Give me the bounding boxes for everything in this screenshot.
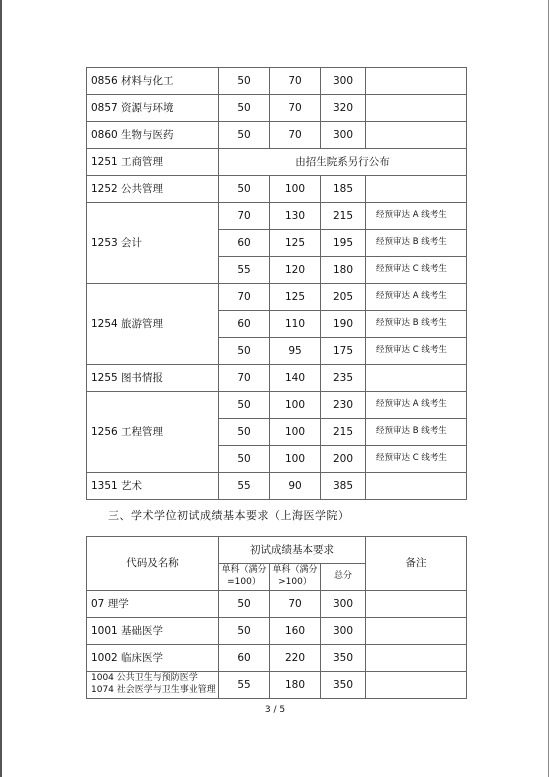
note: 经预审达 B 线考生 [366,311,467,338]
single-subject-over-100: 160 [270,618,321,645]
single-subject-over-100: 130 [270,203,321,230]
note [366,95,467,122]
total-score: 235 [321,365,366,392]
total-score: 300 [321,618,366,645]
table-header-row [87,537,467,564]
table-row [87,203,467,230]
single-subject-over-100: 110 [270,311,321,338]
program-name: 0860 生物与医药 [87,122,219,149]
total-score: 320 [321,95,366,122]
table-row [87,284,467,311]
single-subject-over-100: 90 [270,473,321,500]
single-subject-100: 70 [219,284,270,311]
header-code-name: 代码及名称 [87,537,219,591]
note [366,68,467,95]
score-table-professional [86,67,467,500]
program-name: 1254 旅游管理 [87,284,219,365]
program-name: 1001 基础医学 [87,618,219,645]
note [366,176,467,203]
table-row [87,473,467,500]
note: 经预审达 C 线考生 [366,338,467,365]
single-subject-100: 60 [219,645,270,672]
program-name: 1251 工商管理 [87,149,219,176]
single-subject-100: 70 [219,203,270,230]
single-subject-over-100: 100 [270,446,321,473]
total-score: 300 [321,68,366,95]
program-name: 0856 材料与化工 [87,68,219,95]
merged-announcement: 由招生院系另行公布 [219,149,467,176]
table-row [87,591,467,618]
single-subject-over-100: 70 [270,122,321,149]
single-subject-over-100: 70 [270,68,321,95]
page-edge-right [548,0,549,777]
single-subject-100: 50 [219,392,270,419]
table-row [87,365,467,392]
single-subject-100: 60 [219,311,270,338]
single-subject-over-100: 120 [270,257,321,284]
total-score: 180 [321,257,366,284]
single-subject-over-100: 180 [270,672,321,699]
single-subject-over-100: 100 [270,176,321,203]
total-score: 200 [321,446,366,473]
total-score: 300 [321,591,366,618]
header-total: 总分 [321,564,366,591]
single-subject-100: 50 [219,122,270,149]
single-subject-100: 50 [219,95,270,122]
single-subject-over-100: 70 [270,591,321,618]
single-subject-over-100: 125 [270,284,321,311]
total-score: 350 [321,672,366,699]
single-subject-100: 50 [219,176,270,203]
table-row [87,149,467,176]
header-single-100: 单科（满分=100） [219,564,270,591]
table-row [87,672,467,699]
single-subject-100: 50 [219,338,270,365]
page-edge-left [0,0,2,777]
single-subject-over-100: 100 [270,392,321,419]
table-row [87,95,467,122]
total-score: 230 [321,392,366,419]
program-name: 1255 图书情报 [87,365,219,392]
note: 经预审达 B 线考生 [366,230,467,257]
program-name: 0857 资源与环境 [87,95,219,122]
header-note: 备注 [366,537,467,591]
page-number: 3 / 5 [264,705,286,715]
note: 经预审达 A 线考生 [366,284,467,311]
program-name: 1256 工程管理 [87,392,219,473]
table-row [87,68,467,95]
note [366,591,467,618]
program-name-line: 1004 公共卫生与预防医学 [91,673,198,684]
program-name: 1002 临床医学 [87,645,219,672]
table-row [87,176,467,203]
total-score: 185 [321,176,366,203]
single-subject-over-100: 100 [270,419,321,446]
total-score: 190 [321,311,366,338]
single-subject-over-100: 70 [270,95,321,122]
note [366,122,467,149]
table-row [87,645,467,672]
note [366,473,467,500]
note: 经预审达 C 线考生 [366,446,467,473]
single-subject-over-100: 95 [270,338,321,365]
note [366,645,467,672]
note [366,365,467,392]
header-score-requirements: 初试成绩基本要求 [219,537,366,564]
program-name-line: 1074 社会医学与卫生事业管理 [91,685,216,695]
total-score: 215 [321,203,366,230]
total-score: 350 [321,645,366,672]
total-score: 205 [321,284,366,311]
total-score: 215 [321,419,366,446]
note: 经预审达 A 线考生 [366,392,467,419]
section-heading: 三、学术学位初试成绩基本要求（上海医学院） [108,509,350,522]
total-score: 385 [321,473,366,500]
single-subject-100: 55 [219,473,270,500]
program-name: 1351 艺术 [87,473,219,500]
single-subject-100: 55 [219,672,270,699]
table-row [87,618,467,645]
program-name-pair [87,672,219,699]
table-row [87,392,467,419]
score-table-academic-medical [86,536,467,699]
total-score: 195 [321,230,366,257]
single-subject-100: 50 [219,446,270,473]
single-subject-over-100: 140 [270,365,321,392]
table-row [87,122,467,149]
single-subject-100: 50 [219,618,270,645]
note [366,618,467,645]
program-name: 1253 会计 [87,203,219,284]
note: 经预审达 A 线考生 [366,203,467,230]
note: 经预审达 B 线考生 [366,419,467,446]
single-subject-100: 70 [219,365,270,392]
note [366,672,467,699]
program-name: 1252 公共管理 [87,176,219,203]
header-single-over-100: 单科（满分>100） [270,564,321,591]
total-score: 300 [321,122,366,149]
single-subject-over-100: 220 [270,645,321,672]
single-subject-100: 50 [219,68,270,95]
single-subject-100: 50 [219,419,270,446]
single-subject-100: 50 [219,591,270,618]
total-score: 175 [321,338,366,365]
single-subject-100: 55 [219,257,270,284]
single-subject-100: 60 [219,230,270,257]
program-name: 07 理学 [87,591,219,618]
note: 经预审达 C 线考生 [366,257,467,284]
single-subject-over-100: 125 [270,230,321,257]
